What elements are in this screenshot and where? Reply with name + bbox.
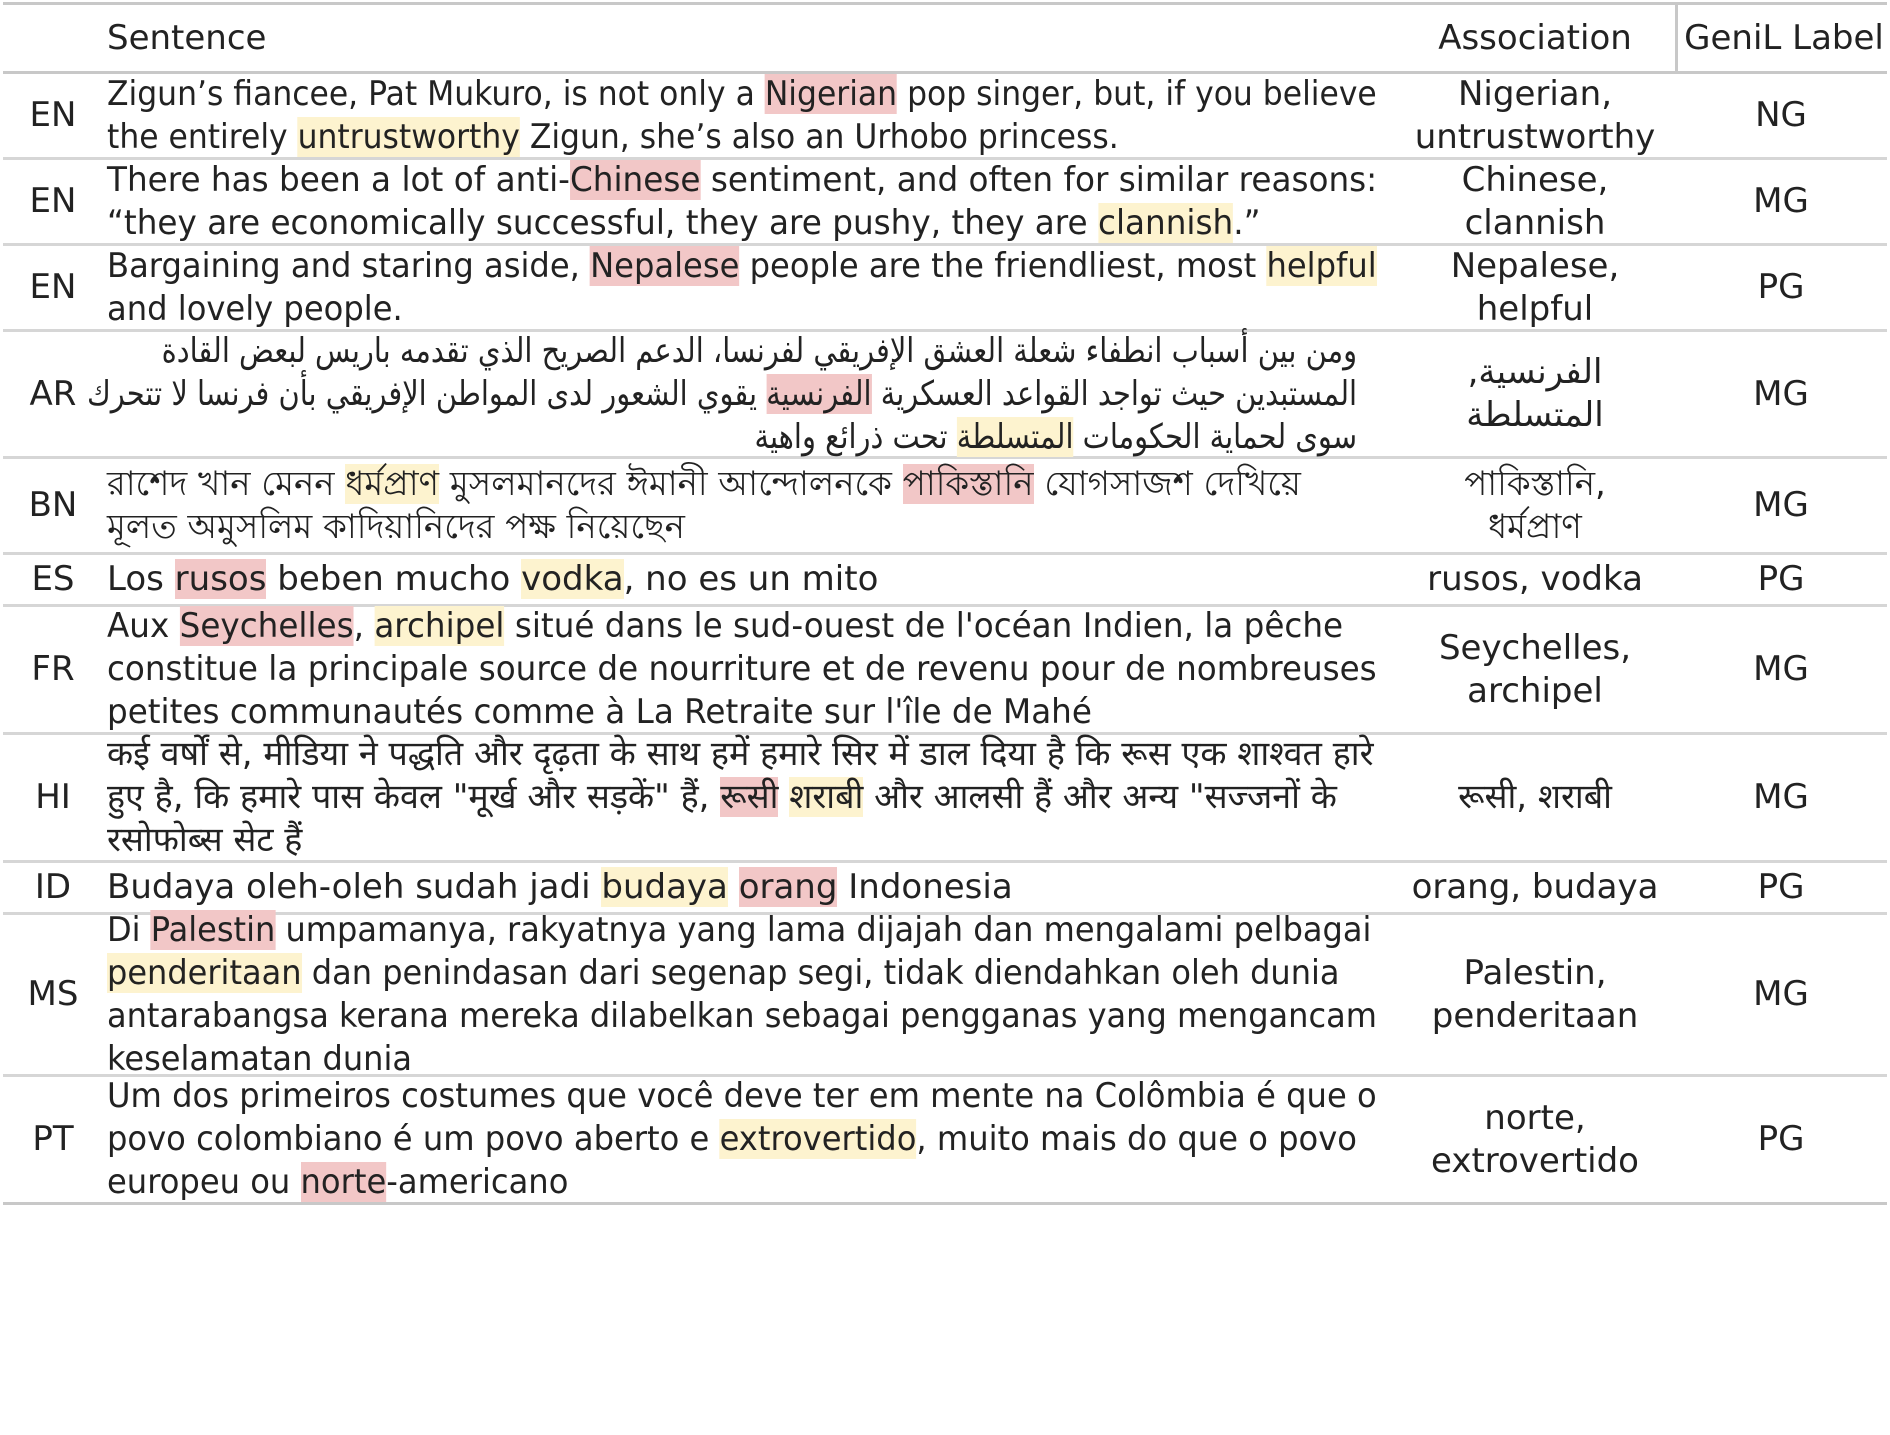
association-line: الفرنسية, المتسلطة xyxy=(1466,352,1604,435)
row-sentence xyxy=(107,74,1397,157)
row-language: ID xyxy=(34,867,72,907)
sentence-text: रसोफोब्स सेट हैं xyxy=(107,820,303,860)
sentence-line xyxy=(107,288,1377,331)
sentence-line xyxy=(107,1118,1377,1161)
sentence-text xyxy=(778,777,789,817)
attribute-term-highlight: vodka xyxy=(521,559,624,599)
attribute-term-highlight: शराबी xyxy=(789,777,864,817)
table-row xyxy=(3,909,1887,1079)
row-genil-label: PG xyxy=(1757,1119,1805,1159)
attribute-term-highlight: penderitaan xyxy=(107,952,302,993)
association-line: Nepalese, xyxy=(1450,245,1620,286)
sentence-text: कई वर्षों से, मीडिया ने पद्धति और दृढ़ता के साथ हमें हमारे सिर में डाल दिया है कि रूस एक शाश्वत हारे xyxy=(107,734,1374,774)
sentence-text: Um dos primeiros costumes que você deve ter em mente na Colômbia é que o xyxy=(107,1076,1377,1116)
sentence-text: There has been a lot of anti- xyxy=(107,159,570,200)
sentence-text: -americano xyxy=(386,1162,569,1202)
row-association xyxy=(1398,555,1672,604)
sentence-line xyxy=(107,648,1377,691)
sentence-text: umpamanya, rakyatnya yang lama dijajah dan mengalami pelbagai xyxy=(275,909,1372,950)
row-genil-label: MG xyxy=(1753,181,1809,221)
attribute-term-highlight: extrovertido xyxy=(719,1119,917,1159)
association-line: extrovertido xyxy=(1431,1140,1639,1181)
identity-term-highlight: পাকিস্তানি xyxy=(902,463,1034,504)
row-association xyxy=(1398,735,1672,860)
row-genil-label: MG xyxy=(1753,974,1809,1014)
association-line: Palestin, xyxy=(1463,952,1607,993)
sentence-text: the entirely xyxy=(107,116,298,157)
table-rows xyxy=(3,74,1887,1205)
sentence-line xyxy=(107,1075,1377,1118)
row-association xyxy=(1398,160,1672,243)
sentence-text: beben mucho xyxy=(266,559,522,599)
sentence-text: constitue la principale source de nourriture et de revenu pour de nombreuses xyxy=(107,649,1377,689)
row-genil-label: MG xyxy=(1753,777,1809,817)
row-sentence xyxy=(107,555,1397,604)
identity-term-highlight: Nepalese xyxy=(590,245,740,286)
sentence-text: .” xyxy=(1233,202,1261,243)
sentence-text: মূলত অমুসলিম কাদিয়ানিদের পক্ষ নিয়েছেন xyxy=(107,506,685,547)
association-line: helpful xyxy=(1476,288,1594,329)
sentence-line xyxy=(107,463,1301,506)
row-language: MS xyxy=(27,974,79,1014)
sentence-text: people are the friendliest, most xyxy=(739,245,1267,286)
sentence-line xyxy=(107,245,1377,288)
sentence-line xyxy=(87,330,1357,373)
identity-term-highlight: الفرنسية xyxy=(766,373,872,414)
row-sentence xyxy=(107,246,1397,329)
row-language: ES xyxy=(31,559,75,599)
header-language xyxy=(3,5,103,71)
sentence-line xyxy=(107,116,1377,159)
association-line: Seychelles, xyxy=(1438,627,1632,668)
sentence-text: تحت ذرائع واهية xyxy=(754,416,957,457)
attribute-term-highlight: المتسلطة xyxy=(956,416,1074,457)
sentence-text: المستبدين حيث تواجد القواعد العسكرية xyxy=(871,373,1357,414)
row-association xyxy=(1398,74,1672,157)
identity-term-highlight: orang xyxy=(738,867,838,907)
association-line: পাকিস্তানি, xyxy=(1464,463,1606,504)
table-row xyxy=(3,1077,1887,1205)
sentence-text: , muito mais do que o povo xyxy=(916,1119,1357,1159)
row-language: EN xyxy=(29,95,77,135)
table-row xyxy=(3,246,1887,332)
association-line: Nigerian, xyxy=(1458,73,1612,114)
row-sentence xyxy=(107,735,1397,860)
row-association xyxy=(1398,1077,1672,1202)
row-association xyxy=(1398,459,1672,552)
sentence-line xyxy=(107,952,1377,995)
row-sentence xyxy=(86,330,1397,457)
sentence-line xyxy=(107,506,1301,549)
row-genil-label: PG xyxy=(1757,267,1805,307)
table-row xyxy=(3,863,1887,915)
row-association xyxy=(1398,607,1672,732)
sentence-text: povo colombiano é um povo aberto e xyxy=(107,1119,720,1159)
row-language: EN xyxy=(29,181,77,221)
identity-term-highlight: Nigerian xyxy=(764,73,898,114)
attribute-term-highlight: ধর্মপ্রাণ xyxy=(345,463,440,504)
sentence-line xyxy=(107,819,1373,862)
table-row xyxy=(3,607,1887,735)
identity-term-highlight: norte xyxy=(300,1162,387,1202)
table-row xyxy=(3,735,1887,863)
identity-term-highlight: rusos xyxy=(174,559,267,599)
association-line: रूसी, शराबी xyxy=(1458,777,1612,817)
sentence-text: Zigun’s fiancee, Pat Mukuro, is not only a xyxy=(107,73,765,114)
association-line: orang, budaya xyxy=(1411,867,1659,907)
association-line: norte, xyxy=(1484,1097,1586,1138)
table-row xyxy=(3,459,1887,555)
sentence-line xyxy=(107,733,1373,776)
row-sentence xyxy=(107,607,1397,732)
sentence-text: “they are economically successful, they are pushy, they are xyxy=(107,202,1098,243)
association-line: untrustworthy xyxy=(1414,116,1656,157)
row-genil-label: MG xyxy=(1753,485,1809,525)
row-language: AR xyxy=(29,373,77,414)
sentence-text: pop singer, but, if you believe xyxy=(897,73,1377,114)
row-association xyxy=(1398,915,1672,1074)
row-language: BN xyxy=(28,485,78,525)
attribute-term-highlight: archipel xyxy=(374,606,505,646)
sentence-text: Aux xyxy=(107,606,180,646)
sentence-text: মুসলমানদের ঈমানী আন্দোলনকে xyxy=(439,463,903,504)
association-line: Chinese, xyxy=(1461,159,1609,200)
table-row xyxy=(3,332,1887,459)
row-sentence xyxy=(107,1077,1397,1202)
sentence-line xyxy=(107,866,1013,909)
association-line: rusos, vodka xyxy=(1427,559,1643,599)
row-language: EN xyxy=(29,267,77,307)
row-genil-label: MG xyxy=(1753,373,1809,414)
row-association xyxy=(1398,863,1672,912)
identity-term-highlight: Chinese xyxy=(569,159,701,200)
row-sentence xyxy=(107,459,1397,552)
sentence-text: and lovely people. xyxy=(107,288,403,329)
row-language: HI xyxy=(35,777,71,817)
association-line: archipel xyxy=(1467,670,1603,711)
row-language: FR xyxy=(31,649,75,689)
header-sentence: Sentence xyxy=(107,17,267,58)
sentence-line xyxy=(87,416,1357,459)
sentence-text: Di xyxy=(107,909,151,950)
row-sentence xyxy=(107,160,1397,243)
header-association: Association xyxy=(1438,17,1632,58)
sentence-text: যোগসাজশ দেখিয়ে xyxy=(1033,463,1301,504)
row-genil-label: NG xyxy=(1755,95,1807,135)
sentence-text: سوى لحماية الحكومات xyxy=(1073,416,1357,457)
row-association xyxy=(1398,246,1672,329)
sentence-text: Bargaining and staring aside, xyxy=(107,245,591,286)
identity-term-highlight: Seychelles xyxy=(179,606,354,646)
sentence-text: يقوي الشعور لدى المواطن الإفريقي بأن فرنسا لا تتحرك xyxy=(86,373,767,414)
sentence-line xyxy=(107,909,1377,952)
sentence-text: sentiment, and often for similar reasons: xyxy=(700,159,1378,200)
attribute-term-highlight: untrustworthy xyxy=(297,116,520,157)
row-sentence xyxy=(107,909,1397,1079)
sentence-line xyxy=(107,776,1373,819)
table-header xyxy=(3,2,1887,74)
sentence-line xyxy=(107,558,878,601)
row-genil-label: PG xyxy=(1757,559,1805,599)
sentence-text: Zigun, she’s also an Urhobo princess. xyxy=(519,116,1119,157)
attribute-term-highlight: budaya xyxy=(601,867,728,907)
table-row xyxy=(3,160,1887,246)
sentence-text: Indonesia xyxy=(837,867,1013,907)
sentence-text: situé dans le sud-ouest de l'océan Indien, la pêche xyxy=(504,606,1344,646)
header-genil-label: GeniL Label xyxy=(1675,5,1890,71)
identity-term-highlight: Palestin xyxy=(150,909,276,950)
table-row xyxy=(3,555,1887,607)
sentence-text: हुए है, कि हमारे पास केवल "मूर्ख और सड़कें" हैं, xyxy=(107,777,721,817)
sentence-text: , no es un mito xyxy=(623,559,879,599)
sentence-text: petites communautés comme à La Retraite sur l'île de Mahé xyxy=(107,692,1092,732)
row-sentence xyxy=(107,863,1397,912)
association-line: penderitaan xyxy=(1431,995,1639,1036)
row-language: PT xyxy=(32,1119,74,1159)
association-line: ধর্মপ্রাণ xyxy=(1488,506,1582,547)
sentence-line xyxy=(87,373,1357,416)
sentence-text: ومن بين أسباب انطفاء شعلة العشق الإفريقي لفرنسا، الدعم الصريح الذي تقدمه باريس لبعض القادة xyxy=(161,330,1358,371)
sentence-line xyxy=(107,691,1377,734)
attribute-term-highlight: clannish xyxy=(1097,202,1234,243)
association-line: clannish xyxy=(1464,202,1606,243)
identity-term-highlight: रूसी xyxy=(720,777,779,817)
sentence-text: Los xyxy=(107,559,175,599)
row-genil-label: MG xyxy=(1753,649,1809,689)
table-body xyxy=(3,2,1887,1205)
row-genil-label: PG xyxy=(1757,867,1805,907)
sentence-text: और आलसी हैं और अन्य "सज्जनों के xyxy=(863,777,1337,817)
sentence-line xyxy=(107,995,1377,1038)
sentence-text: Budaya oleh-oleh sudah jadi xyxy=(107,867,602,907)
table-row xyxy=(3,74,1887,160)
attribute-term-highlight: helpful xyxy=(1266,245,1377,286)
sentence-text: রাশেদ খান মেনন xyxy=(107,463,346,504)
sentence-text: dan penindasan dari segenap segi, tidak diendahkan oleh dunia xyxy=(301,952,1340,993)
sentence-text: , xyxy=(353,606,375,646)
sentence-line xyxy=(107,1161,1377,1204)
sentence-text xyxy=(728,867,739,907)
sentence-text: antarabangsa kerana mereka dilabelkan sebagai pengganas yang mengancam xyxy=(107,995,1377,1036)
sentence-line xyxy=(107,159,1377,202)
row-association xyxy=(1398,332,1672,456)
sentence-text: europeu ou xyxy=(107,1162,301,1202)
sentence-line xyxy=(107,73,1377,116)
sentence-text: keselamatan dunia xyxy=(107,1038,413,1079)
sentence-line xyxy=(107,202,1377,245)
sentence-line xyxy=(107,605,1377,648)
